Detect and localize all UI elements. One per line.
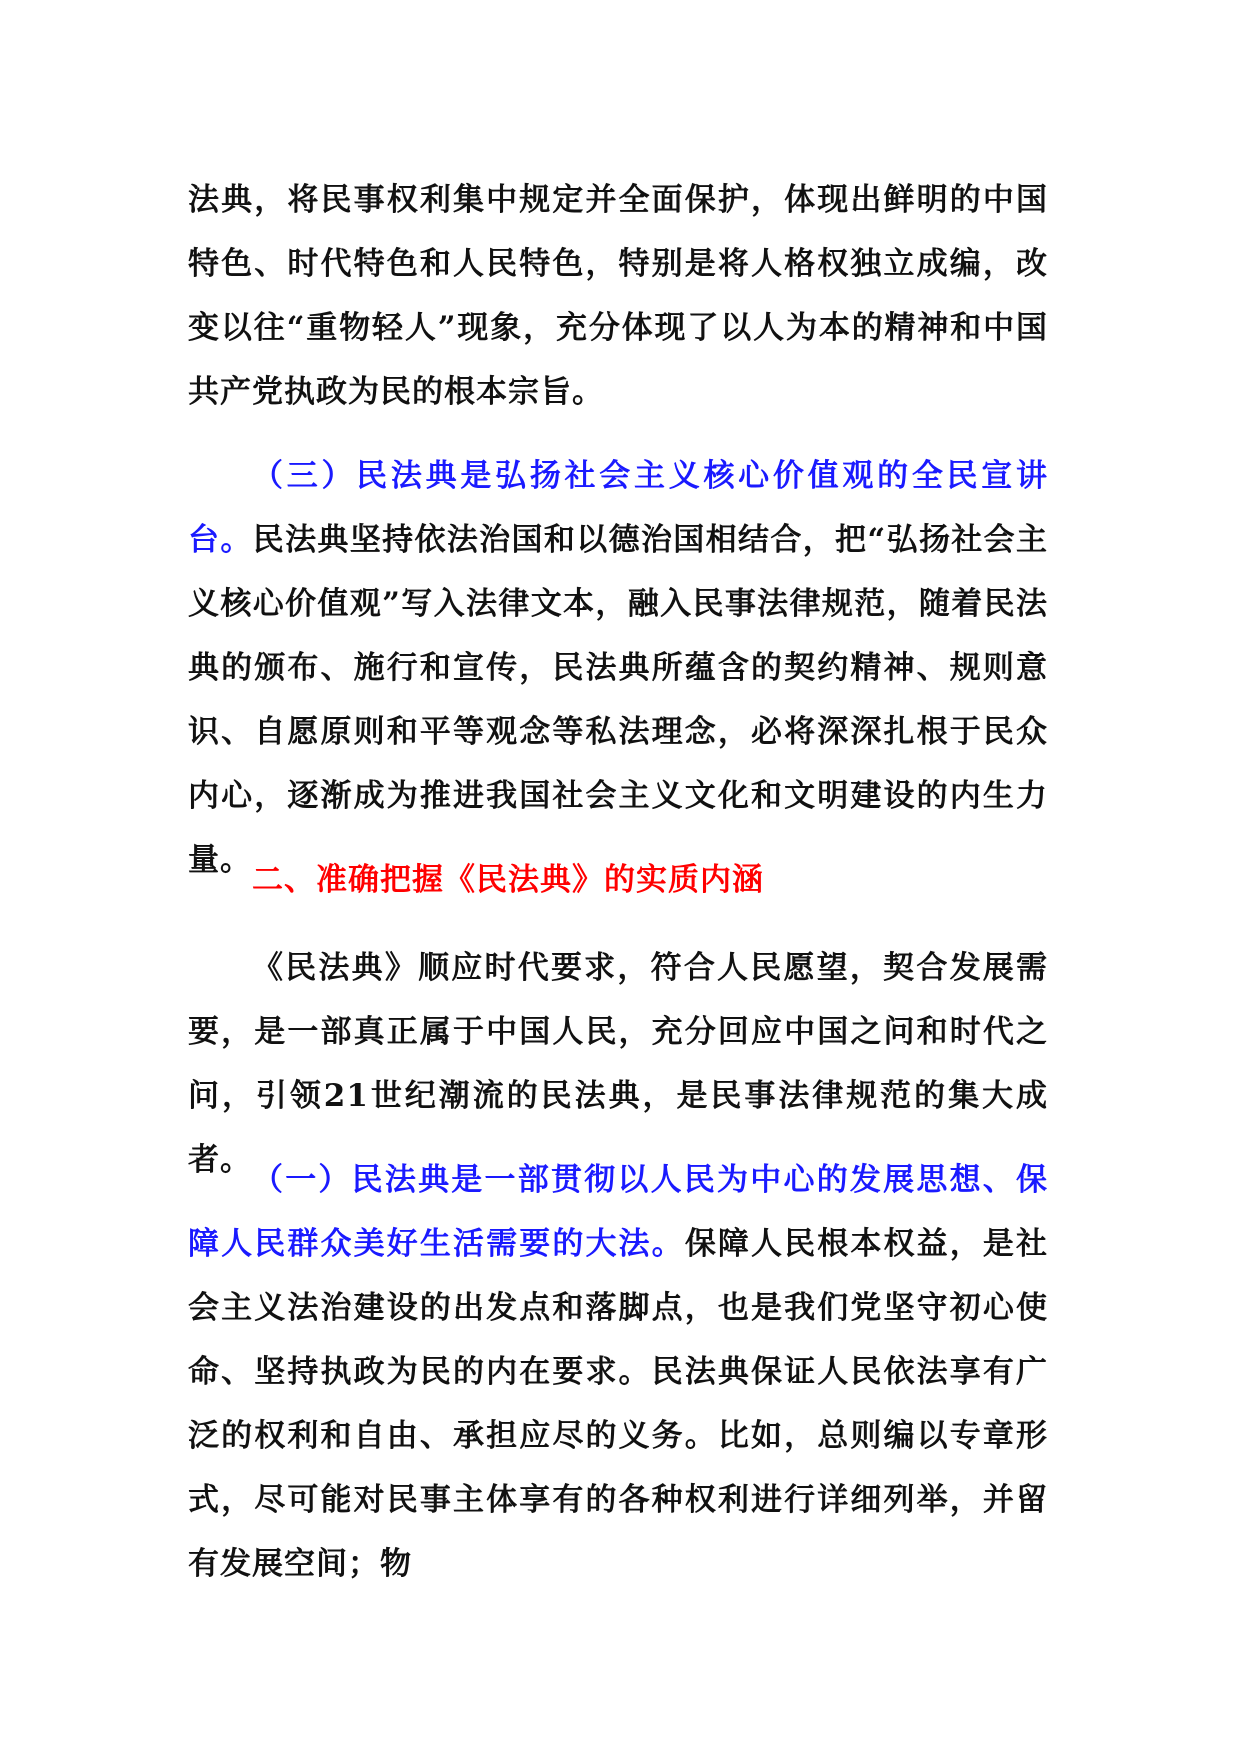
subheading-one: （一）民法典是一部贯彻以人民为中心的发展思想、保障人民群众美好生活需要的大法。	[188, 1162, 1048, 1262]
paragraph-subsection-three	[188, 444, 1048, 892]
paragraph-text: 法典，将民事权利集中规定并全面保护，体现出鲜明的中国特色、时代特色和人民特色，特别是将人格权独立成编，改变以往“重物轻人”现象，充分体现了以人为本的精神和中国共产党执政为民的根本宗旨。	[188, 182, 1048, 410]
section-heading-text: 二、准确把握《民法典》的实质内涵	[252, 862, 764, 898]
paragraph-continued	[188, 168, 1048, 424]
paragraph-text: 民法典坚持依法治国和以德治国相结合，把“弘扬社会主义核心价值观”写入法律文本，融入民事法律规范，随着民法典的颁布、施行和宣传，民法典所蕴含的契约精神、规则意识、自愿原则和平等观念等私法理念，必将深深扎根于民众内心，逐渐成为推进我国社会主义文化和文明建设的内生力量。	[188, 522, 1048, 878]
section-heading-two	[188, 848, 1048, 912]
paragraph-subsection-one	[188, 1148, 1048, 1596]
subheading-three: （三）民法典是弘扬社会主义核心价值观的全民宣讲台。	[188, 458, 1048, 558]
paragraph-text: 《民法典》顺应时代要求，符合人民愿望，契合发展需要，是一部真正属于中国人民，充分回应中国之问和时代之问，引领21世纪潮流的民法典，是民事法律规范的集大成者。	[188, 950, 1048, 1178]
paragraph-text: 保障人民根本权益，是社会主义法治建设的出发点和落脚点，也是我们党坚守初心使命、坚持执政为民的内在要求。民法典保证人民依法享有广泛的权利和自由、承担应尽的义务。比如，总则编以专章形式，尽可能对民事主体享有的各种权利进行详细列举，并留有发展空间；物	[188, 1226, 1049, 1582]
